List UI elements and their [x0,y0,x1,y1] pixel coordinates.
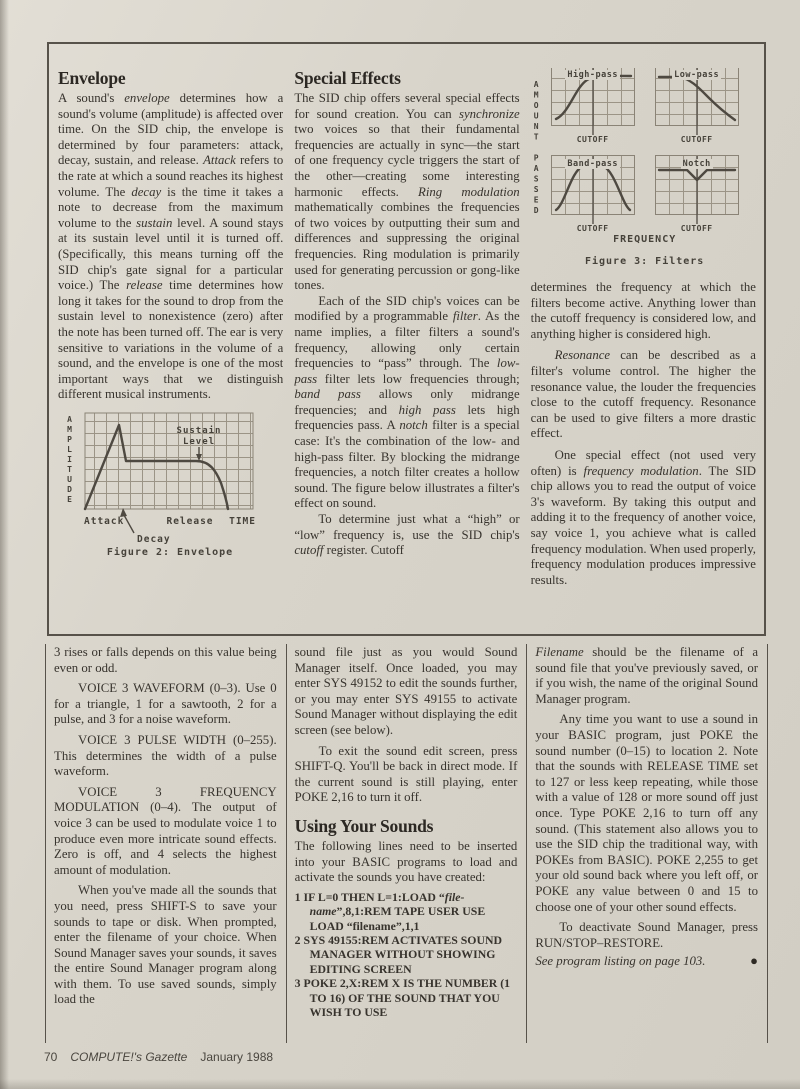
filters-paragraph: Resonance can be described as a filter's volume control. The higher the resonance value, the louder the frequencies close to the cutoff frequency. Resonance can be used to give filters a more drastic effect. [530,348,756,441]
cutoff-label: CUTOFF [680,135,713,144]
low-pass-diagram [655,68,739,136]
page-edge-shadow-bottom [0,1079,800,1089]
figure2-y-axis-label: AMPLITUDE [65,414,74,505]
end-of-article-marker: ● [750,953,759,969]
figure2-diagram [58,409,283,557]
high-pass-label: High-pass [567,70,618,80]
page-edge-shadow-left [0,0,9,1089]
bottom-article-section [45,644,768,1043]
bottom-column-1 [46,644,286,1043]
body-paragraph: 3 rises or falls depends on this value being even or odd. [54,645,277,675]
special-effects-heading: Special Effects [294,68,401,88]
sustain-label-line1: Sustain [176,425,222,436]
notch-diagram [655,155,739,225]
attack-label: Attack [84,515,125,527]
special-effects-paragraph: To determine just what a “high” or “low” frequency is, use the SID chip's cutoff register. Cutoff [294,512,520,558]
body-paragraph: Filename should be the filename of a sound file that you've previously saved, or if you wish, the name of the original Sound Manager program. [535,645,759,706]
envelope-paragraph: A sound's envelope determines how a sound's volume (amplitude) is affected over time. On the SID chip, the envelope is determined by four parameters: attack, decay, sustain, and release. Attack refers to the rate at which a sound reaches its highest volume. The decay is the time it takes a note to decrease from the maximum volume to the sustain level. A sound stays at its sustain level until it is turned off. (Specifically, this means turning off the SID chip's gate signal for a particular voice.) The release time determines how long it takes for the sound to drop from the sustain level to nonexistence (zero) after the note has been turned off. The ear is very sensitive to variations in the volume of a sound, and the envelope is one of the most important ways that we distinguish different musical instruments. [58,91,284,402]
body-paragraph: To deactivate Sound Manager, press RUN/STOP–RESTORE. [535,920,759,950]
figure3-panel-low-pass [655,68,739,146]
top-article-box [47,42,766,636]
body-paragraph: VOICE 3 PULSE WIDTH (0–255). This determines the width of a pulse waveform. [54,732,277,779]
figure3-panel-high-pass [551,68,635,146]
figure3-panel-band-pass [551,155,635,235]
page-footer [44,1050,273,1064]
basic-listing [295,890,518,1020]
page-number: 70 [44,1050,58,1064]
cutoff-label: CUTOFF [576,135,609,144]
filters-paragraph: One special effect (not used very often) is frequency modulation. The SID chip allows you to read the output of voice 3's waveform. By taking this output and adding it to the frequency of another voice, say voice 1, you achieve what is called frequency modulation. When used properly, frequency modulation produces impressive results. [530,447,756,587]
band-pass-diagram [551,155,635,225]
decay-label: Decay [137,533,171,545]
bottom-column-2 [286,644,527,1043]
decay-arrow-line [124,515,134,533]
notch-label: Notch [682,159,711,169]
special-effects-paragraph: The SID chip offers several special effects for sound creation. You can synchronize two voices so that their fundamental frequencies are actually in sync—the start of one frequency cycle triggers the start of the other—creating some interesting harmonic effects. Ring modulation mathematically combines the frequencies of two voices by outputting their sum and differences and suppressing the original frequencies. Ring modulation is primarily used for generating percussion or gong-like tones. [294,91,520,293]
figure3-panel-notch [655,155,739,235]
sustain-label-line2: Level [182,436,216,447]
listing-line: 2 SYS 49155:REM ACTIVATES SOUND MANAGER WITHOUT SHOWING EDITING SCREEN [294,932,503,976]
listing-line: 1 IF L=0 THEN L=1:LOAD “file-name”,8,1:REM TAPE USER USE LOAD “filename”,1,1 [294,889,486,933]
release-label: Release [166,515,214,527]
filters-column [531,68,756,628]
envelope-heading: Envelope [58,68,126,88]
body-paragraph: sound file just as you would Sound Manager itself. Once loaded, you may enter SYS 49152 to edit the sounds further, or you may enter SYS 49155 to activate Sound Manager without displaying the edit screen (see below). [294,645,518,737]
body-paragraph: To exit the sound edit screen, press SHIFT-Q. You'll be back in direct mode. If the current sound is still playing, enter POKE 2,16 to turn it off. [294,743,518,805]
figure3-filters [531,68,756,274]
high-pass-diagram [551,68,635,136]
filters-paragraph: determines the frequency at which the filters become active. Anything lower than the cutoff frequency is considered low, and anything higher is considered high. [530,280,756,341]
special-effects-column [294,68,519,628]
low-pass-label: Low-pass [674,70,720,80]
figure3-x-axis-label: FREQUENCY [613,234,677,245]
body-paragraph: When you've made all the sounds that you need, press SHIFT-S to save your sounds to tape or disk. When prompted, enter the filename of your choice. When Sound Manager saves your sounds, it saves the entire Sound Manager program along with them. To use saved sounds, simply load the [54,883,277,1007]
cutoff-label: CUTOFF [576,224,609,233]
body-paragraph: VOICE 3 FREQUENCY MODULATION (0–4). The output of voice 3 can be used to modulate voice 1 to produce even more intricate sound effects. Zero is off, and 4 selects the highest amount of modulation. [54,784,277,877]
see-program-listing-text: See program listing on page 103. [535,954,706,969]
envelope-column [58,68,283,628]
listing-line: 3 POKE 2,X:REM X IS THE NUMBER (1 TO 16) OF THE SOUND THAT YOU WISH TO USE [294,976,511,1019]
body-paragraph: Any time you want to use a sound in your BASIC program, just POKE the sound number (0–15) to location 2. Note that the sounds with RELEASE TIME set to 127 or less keep repeating, while those with a value of 128 or more sound off just once. Type POKE 2,16 to turn off any sound. (This statement also allows you to use the SID chip the traditional way, with POKEs from BASIC). POKE 2,255 to get your old sound back where you left off, or POKE any value between 0 and 15 to choose one of your other sound effects. [535,712,759,914]
figure2-envelope [58,409,283,557]
magazine-title: COMPUTE!'s Gazette [70,1050,188,1064]
band-pass-label: Band-pass [567,159,618,169]
using-your-sounds-heading: Using Your Sounds [294,815,434,836]
time-label: TIME [229,515,256,527]
issue-date: January 1988 [200,1050,274,1064]
figure3-y-axis-label: AMOUNT PASSED [531,80,541,217]
bottom-column-3 [526,644,767,1043]
see-program-listing-line [535,953,758,970]
body-paragraph: VOICE 3 WAVEFORM (0–3). Use 0 for a triangle, 1 for a sawtooth, 2 for a pulse, and 3 for a noise waveform. [54,681,277,727]
special-effects-paragraph: Each of the SID chip's voices can be modified by a programmable filter. As the name implies, a filter filters a sound's frequency, allowing only certain frequencies to “pass” through. The low-pass filter lets low frequencies through; band pass allows only midrange frequencies; and high pass lets high frequencies pass. A notch filter is a special case: It's the combination of the low- and high-pass filter. By blocking the midrange frequencies, a notch filter creates a hollow sound. The figure below illustrates a filter's effect on sound. [294,293,520,511]
cutoff-label: CUTOFF [680,224,713,233]
figure3-caption: Figure 3: Filters [584,256,705,267]
body-paragraph: The following lines need to be inserted into your BASIC programs to load and activate the sounds you have created: [294,838,518,885]
figure2-caption: Figure 2: Envelope [106,546,234,557]
